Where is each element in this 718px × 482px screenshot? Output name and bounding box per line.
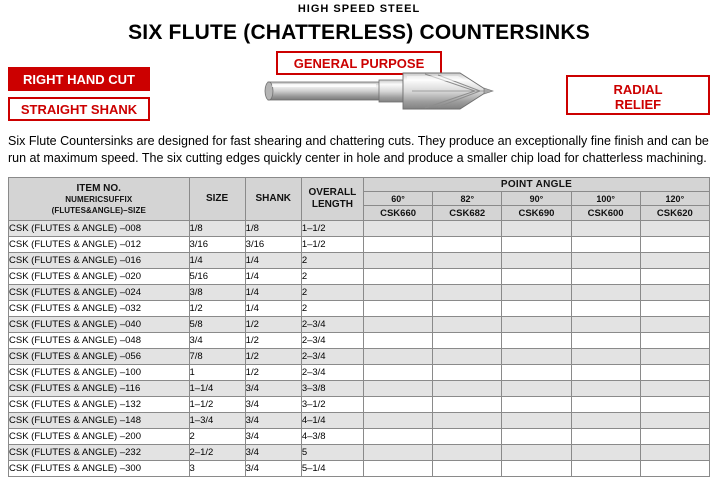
header-angle-90: 90° — [502, 192, 571, 206]
cell-point-angle-100 — [571, 445, 640, 461]
cell-item-no: CSK (FLUTES & ANGLE) –020 — [9, 269, 190, 285]
cell-item-no: CSK (FLUTES & ANGLE) –132 — [9, 397, 190, 413]
cell-point-angle-60 — [363, 221, 432, 237]
cell-size: 7/8 — [189, 349, 245, 365]
cell-item-no: CSK (FLUTES & ANGLE) –148 — [9, 413, 190, 429]
cell-shank: 1/2 — [245, 365, 301, 381]
cell-size: 1/2 — [189, 301, 245, 317]
header-code-csk682: CSK682 — [433, 206, 502, 221]
cell-item-no: CSK (FLUTES & ANGLE) –040 — [9, 317, 190, 333]
table-row — [9, 269, 710, 285]
cell-point-angle-82 — [433, 333, 502, 349]
cell-point-angle-120 — [640, 349, 709, 365]
cell-shank: 1/2 — [245, 317, 301, 333]
cell-overall-length: 2 — [301, 285, 363, 301]
cell-point-angle-100 — [571, 381, 640, 397]
table-row — [9, 397, 710, 413]
cell-size: 1 — [189, 365, 245, 381]
cell-item-no: CSK (FLUTES & ANGLE) –300 — [9, 461, 190, 477]
cell-size: 1/8 — [189, 221, 245, 237]
table-row — [9, 221, 710, 237]
table-row — [9, 285, 710, 301]
header-shank: SHANK — [245, 178, 301, 221]
cell-point-angle-82 — [433, 237, 502, 253]
cell-point-angle-120 — [640, 301, 709, 317]
cell-overall-length: 3–3/8 — [301, 381, 363, 397]
cell-point-angle-90 — [502, 237, 571, 253]
cell-point-angle-120 — [640, 237, 709, 253]
cell-shank: 1/4 — [245, 253, 301, 269]
cell-point-angle-100 — [571, 397, 640, 413]
cell-point-angle-90 — [502, 317, 571, 333]
cell-point-angle-60 — [363, 237, 432, 253]
cell-item-no: CSK (FLUTES & ANGLE) –032 — [9, 301, 190, 317]
cell-size: 1–1/4 — [189, 381, 245, 397]
cell-point-angle-82 — [433, 429, 502, 445]
cell-point-angle-82 — [433, 301, 502, 317]
header-item-no — [9, 178, 190, 221]
cell-point-angle-120 — [640, 381, 709, 397]
cell-point-angle-100 — [571, 461, 640, 477]
table-row — [9, 461, 710, 477]
header-point-angle: POINT ANGLE — [363, 178, 709, 192]
cell-overall-length: 2–3/4 — [301, 317, 363, 333]
cell-point-angle-120 — [640, 461, 709, 477]
cell-point-angle-100 — [571, 349, 640, 365]
cell-shank: 3/4 — [245, 461, 301, 477]
cell-item-no: CSK (FLUTES & ANGLE) –200 — [9, 429, 190, 445]
header-angle-60: 60° — [363, 192, 432, 206]
spec-table-body — [9, 221, 710, 477]
header-code-csk600: CSK600 — [571, 206, 640, 221]
header-overall-length-line1: OVERALL — [308, 187, 357, 198]
cell-size: 2 — [189, 429, 245, 445]
product-description: Six Flute Countersinks are designed for fast shearing and chattering cuts. They produce an exceptionally fine finish and can be run at maximum speed. The six cutting edges quickly center in hole and produce a smaller chip load for chatterless machining. — [8, 134, 709, 165]
cell-point-angle-82 — [433, 221, 502, 237]
cell-point-angle-100 — [571, 269, 640, 285]
table-row — [9, 333, 710, 349]
table-row — [9, 349, 710, 365]
cell-shank: 3/16 — [245, 237, 301, 253]
cell-point-angle-90 — [502, 445, 571, 461]
cell-point-angle-100 — [571, 333, 640, 349]
cell-point-angle-82 — [433, 413, 502, 429]
cell-point-angle-120 — [640, 317, 709, 333]
cell-point-angle-82 — [433, 317, 502, 333]
cell-point-angle-120 — [640, 221, 709, 237]
cell-size: 3/16 — [189, 237, 245, 253]
cell-shank: 3/4 — [245, 445, 301, 461]
cell-point-angle-60 — [363, 285, 432, 301]
cell-shank: 1/4 — [245, 285, 301, 301]
badge-radial-line1: RADIAL — [613, 82, 663, 97]
cell-point-angle-100 — [571, 317, 640, 333]
cell-point-angle-90 — [502, 333, 571, 349]
table-row — [9, 253, 710, 269]
cell-item-no: CSK (FLUTES & ANGLE) –016 — [9, 253, 190, 269]
cell-overall-length: 2–3/4 — [301, 333, 363, 349]
cell-item-no: CSK (FLUTES & ANGLE) –100 — [9, 365, 190, 381]
cell-point-angle-60 — [363, 397, 432, 413]
cell-point-angle-100 — [571, 413, 640, 429]
cell-point-angle-60 — [363, 253, 432, 269]
cell-overall-length: 2 — [301, 269, 363, 285]
cell-point-angle-82 — [433, 445, 502, 461]
cell-point-angle-90 — [502, 397, 571, 413]
page-title: SIX FLUTE (CHATTERLESS) COUNTERSINKS — [128, 21, 590, 44]
cell-shank: 3/4 — [245, 413, 301, 429]
spec-table — [8, 177, 710, 477]
cell-point-angle-120 — [640, 253, 709, 269]
cell-point-angle-120 — [640, 285, 709, 301]
cell-size: 2–1/2 — [189, 445, 245, 461]
cell-point-angle-120 — [640, 333, 709, 349]
cell-item-no: CSK (FLUTES & ANGLE) –232 — [9, 445, 190, 461]
cell-overall-length: 1–1/2 — [301, 221, 363, 237]
cell-point-angle-120 — [640, 445, 709, 461]
cell-point-angle-82 — [433, 349, 502, 365]
header-angle-120: 120° — [640, 192, 709, 206]
cell-size: 5/16 — [189, 269, 245, 285]
cell-shank: 1/2 — [245, 349, 301, 365]
cell-point-angle-120 — [640, 365, 709, 381]
cell-point-angle-90 — [502, 301, 571, 317]
cell-point-angle-82 — [433, 397, 502, 413]
cell-point-angle-90 — [502, 381, 571, 397]
catalog-page — [0, 3, 718, 482]
cell-point-angle-60 — [363, 413, 432, 429]
cell-shank: 1/4 — [245, 269, 301, 285]
badge-straight-shank: STRAIGHT SHANK — [8, 97, 150, 121]
cell-shank: 1/2 — [245, 333, 301, 349]
countersink-tool-illustration — [262, 63, 522, 119]
cell-overall-length: 4–3/8 — [301, 429, 363, 445]
cell-point-angle-60 — [363, 381, 432, 397]
cell-shank: 3/4 — [245, 381, 301, 397]
cell-shank: 3/4 — [245, 429, 301, 445]
header-size: SIZE — [189, 178, 245, 221]
header-code-csk660: CSK660 — [363, 206, 432, 221]
header-item-no-sub1: NUMERICSUFFIX — [65, 194, 133, 204]
header-overall-length — [301, 178, 363, 221]
cell-point-angle-90 — [502, 365, 571, 381]
badges-region — [0, 49, 718, 127]
cell-point-angle-120 — [640, 413, 709, 429]
cell-point-angle-100 — [571, 221, 640, 237]
table-row — [9, 301, 710, 317]
cell-overall-length: 5–1/4 — [301, 461, 363, 477]
header-overall-length-line2: LENGTH — [311, 199, 353, 210]
cell-shank: 3/4 — [245, 397, 301, 413]
cell-point-angle-100 — [571, 301, 640, 317]
cell-overall-length: 5 — [301, 445, 363, 461]
cell-item-no: CSK (FLUTES & ANGLE) –116 — [9, 381, 190, 397]
cell-item-no: CSK (FLUTES & ANGLE) –024 — [9, 285, 190, 301]
cell-size: 5/8 — [189, 317, 245, 333]
cell-point-angle-100 — [571, 253, 640, 269]
cell-point-angle-120 — [640, 397, 709, 413]
cell-point-angle-82 — [433, 381, 502, 397]
cell-size: 3/8 — [189, 285, 245, 301]
spec-table-head — [9, 178, 710, 221]
cell-overall-length: 4–1/4 — [301, 413, 363, 429]
cell-point-angle-90 — [502, 285, 571, 301]
cell-item-no: CSK (FLUTES & ANGLE) –048 — [9, 333, 190, 349]
cell-point-angle-60 — [363, 461, 432, 477]
cell-point-angle-120 — [640, 269, 709, 285]
page-eyebrow: HIGH SPEED STEEL — [297, 3, 421, 15]
cell-point-angle-90 — [502, 461, 571, 477]
badge-radial-line2: RELIEF — [614, 97, 662, 112]
cell-point-angle-82 — [433, 253, 502, 269]
cell-item-no: CSK (FLUTES & ANGLE) –012 — [9, 237, 190, 253]
cell-point-angle-120 — [640, 429, 709, 445]
cell-point-angle-90 — [502, 349, 571, 365]
cell-overall-length: 3–1/2 — [301, 397, 363, 413]
header-item-no-sub2: (FLUTES&ANGLE)–SIZE — [51, 205, 146, 215]
table-row — [9, 413, 710, 429]
cell-point-angle-90 — [502, 221, 571, 237]
cell-point-angle-82 — [433, 365, 502, 381]
cell-overall-length: 2–3/4 — [301, 349, 363, 365]
cell-size: 1–3/4 — [189, 413, 245, 429]
table-row — [9, 429, 710, 445]
header-code-csk690: CSK690 — [502, 206, 571, 221]
cell-point-angle-60 — [363, 317, 432, 333]
cell-point-angle-60 — [363, 365, 432, 381]
cell-shank: 1/8 — [245, 221, 301, 237]
cell-overall-length: 2 — [301, 301, 363, 317]
cell-size: 3/4 — [189, 333, 245, 349]
cell-point-angle-90 — [502, 429, 571, 445]
cell-point-angle-100 — [571, 365, 640, 381]
cell-point-angle-90 — [502, 413, 571, 429]
cell-shank: 1/4 — [245, 301, 301, 317]
header-angle-82: 82° — [433, 192, 502, 206]
cell-item-no: CSK (FLUTES & ANGLE) –056 — [9, 349, 190, 365]
cell-size: 1–1/2 — [189, 397, 245, 413]
cell-point-angle-82 — [433, 269, 502, 285]
header-code-csk620: CSK620 — [640, 206, 709, 221]
cell-point-angle-60 — [363, 429, 432, 445]
table-row — [9, 381, 710, 397]
cell-point-angle-100 — [571, 429, 640, 445]
header-item-no-title: ITEM NO. — [76, 182, 121, 194]
cell-point-angle-90 — [502, 253, 571, 269]
badge-general-purpose: GENERAL PURPOSE — [276, 51, 442, 75]
badge-right-hand-cut: RIGHT HAND CUT — [8, 67, 150, 91]
table-row — [9, 445, 710, 461]
cell-point-angle-60 — [363, 349, 432, 365]
cell-point-angle-60 — [363, 333, 432, 349]
badge-radial-relief — [566, 75, 710, 115]
cell-point-angle-82 — [433, 285, 502, 301]
table-row — [9, 237, 710, 253]
cell-point-angle-90 — [502, 269, 571, 285]
cell-point-angle-60 — [363, 301, 432, 317]
cell-overall-length: 2 — [301, 253, 363, 269]
spec-table-wrap — [8, 177, 710, 477]
cell-point-angle-60 — [363, 269, 432, 285]
cell-point-angle-82 — [433, 461, 502, 477]
cell-overall-length: 1–1/2 — [301, 237, 363, 253]
cell-size: 1/4 — [189, 253, 245, 269]
cell-size: 3 — [189, 461, 245, 477]
cell-point-angle-100 — [571, 237, 640, 253]
header-angle-100: 100° — [571, 192, 640, 206]
table-row — [9, 317, 710, 333]
cell-item-no: CSK (FLUTES & ANGLE) –008 — [9, 221, 190, 237]
cell-overall-length: 2–3/4 — [301, 365, 363, 381]
cell-point-angle-100 — [571, 285, 640, 301]
table-row — [9, 365, 710, 381]
cell-point-angle-60 — [363, 445, 432, 461]
